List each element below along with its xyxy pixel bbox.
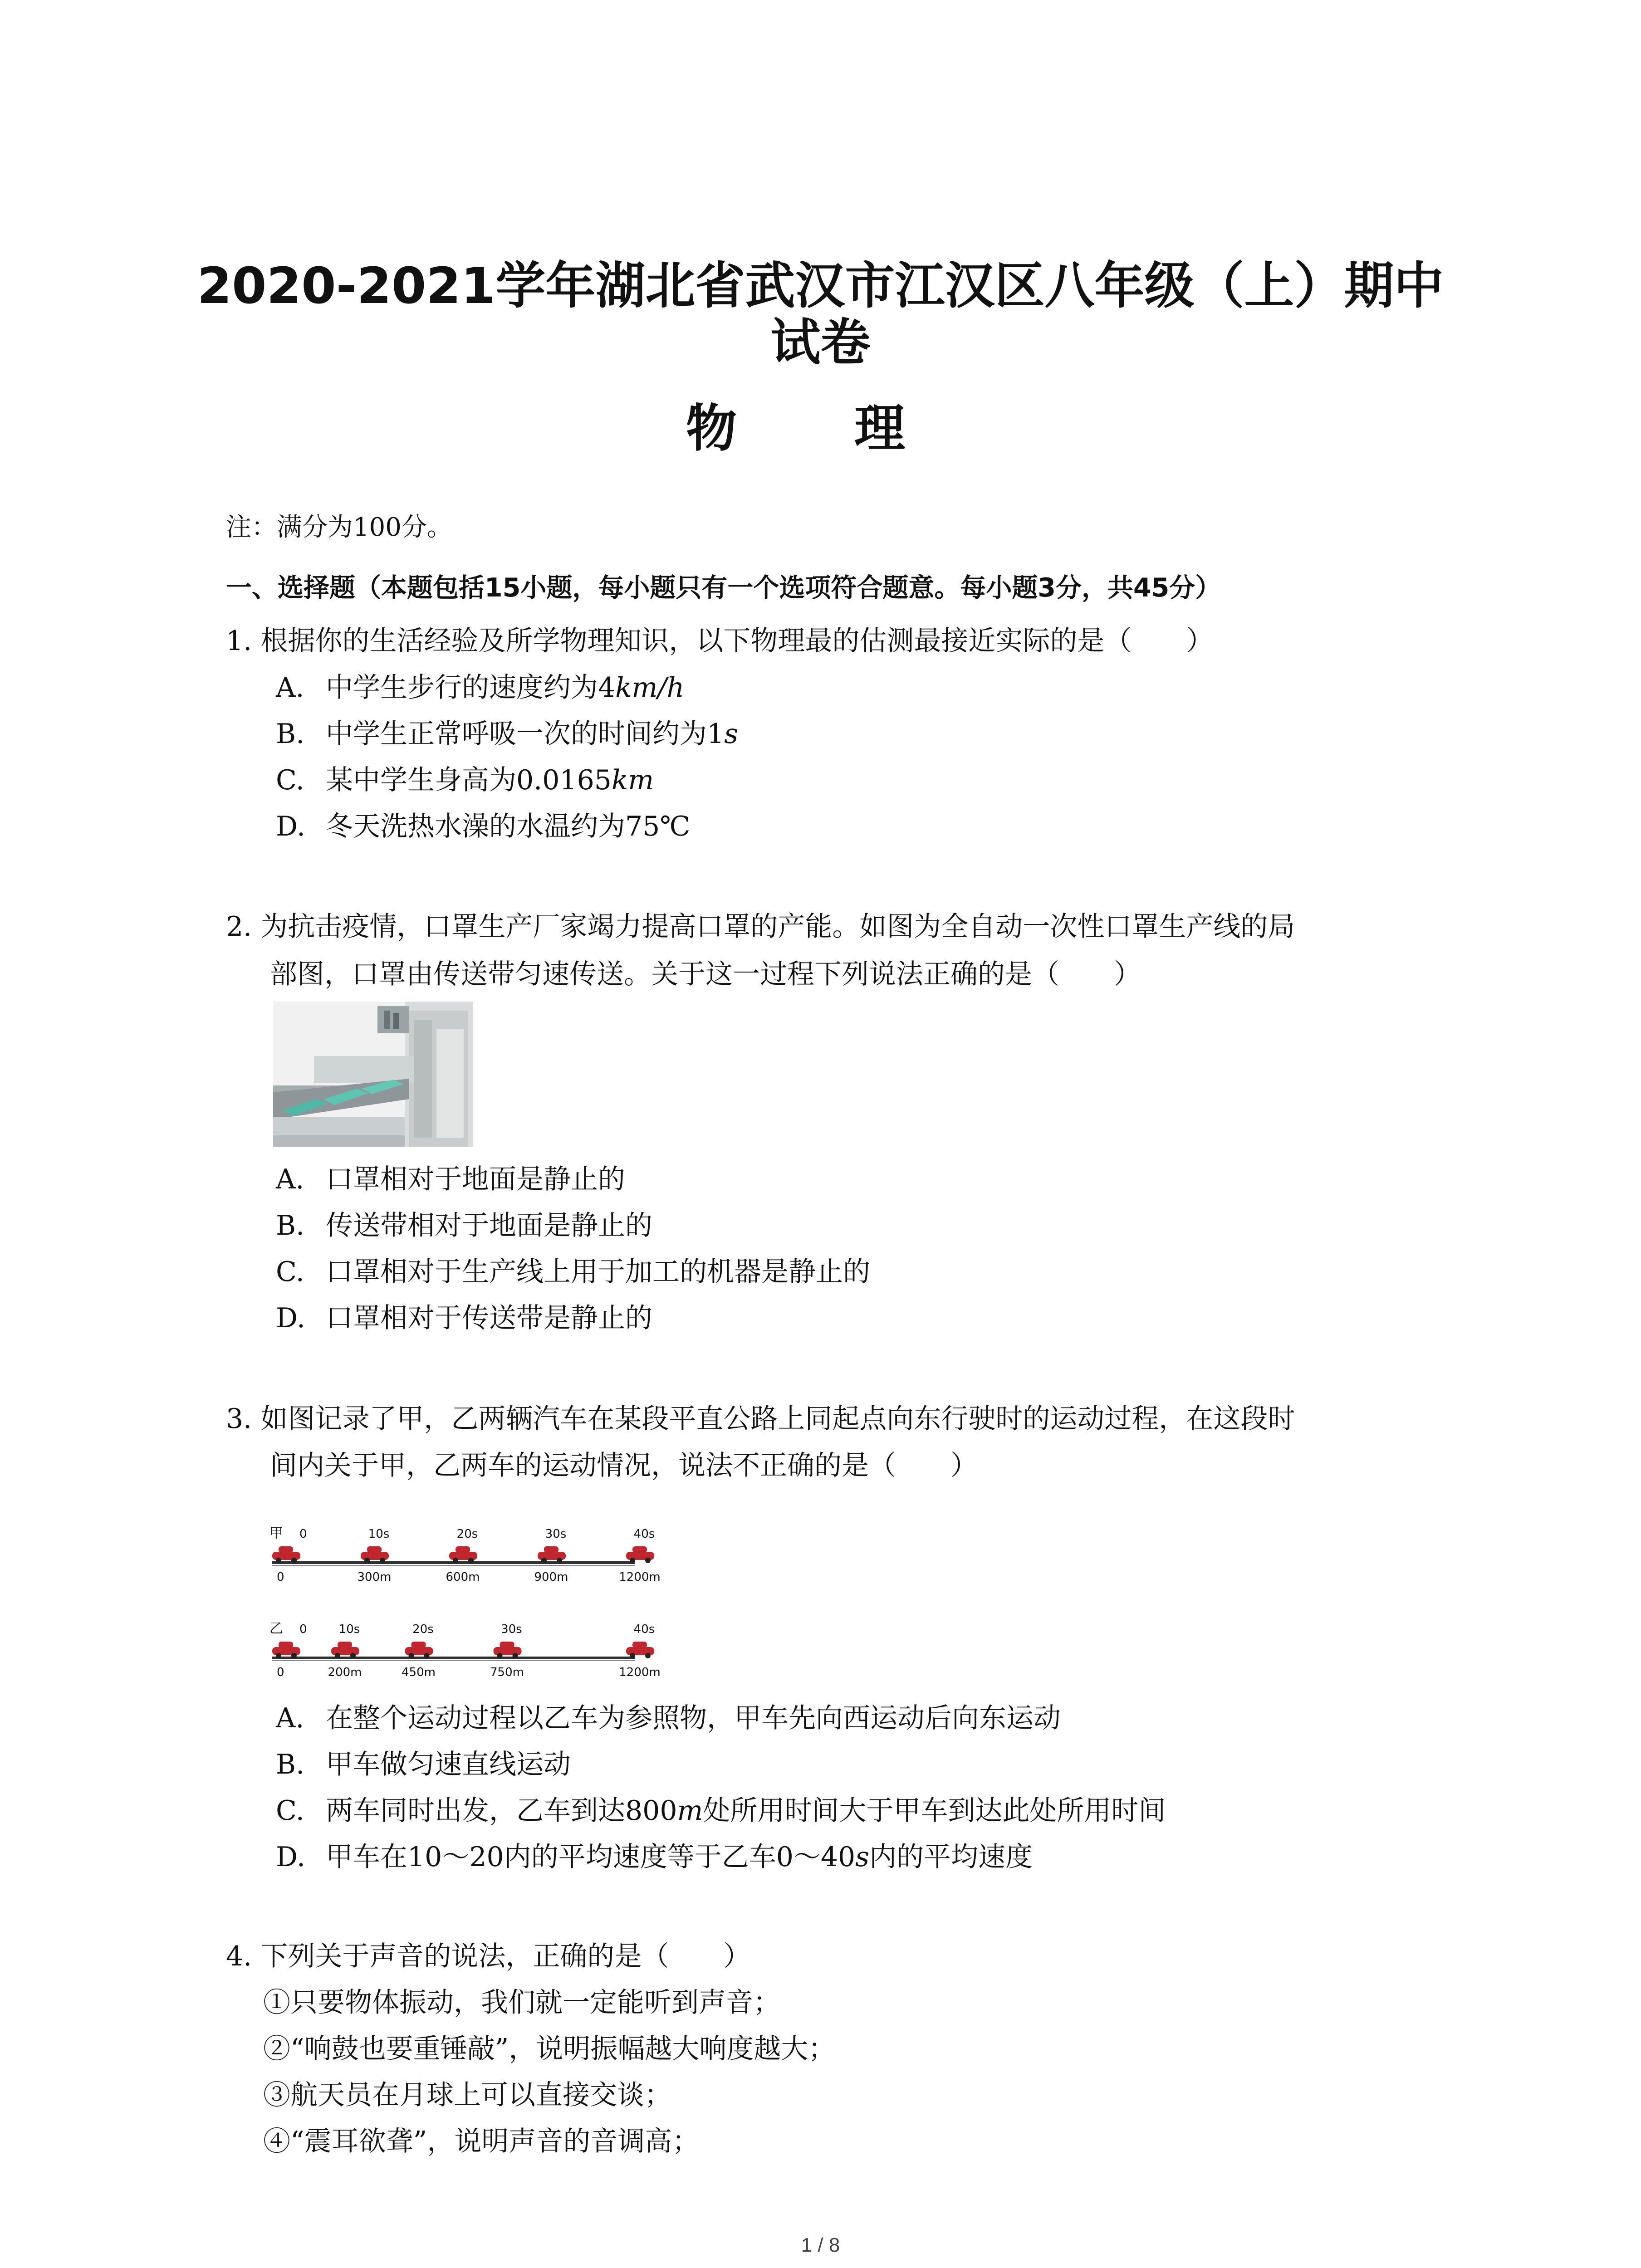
jia-distance-label: 1200m	[619, 1570, 661, 1584]
exam-title-line2: 试卷	[770, 313, 871, 371]
option-text: 某中学生身高为0.0165	[326, 764, 612, 796]
question-2-stem-line1: 2. 为抗击疫情，口罩生产厂家竭力提高口罩的产能。如图为全自动一次性口罩生产线的局	[226, 911, 1295, 943]
question-1-stem: 1. 根据你的生活经验及所学物理知识，以下物理最的估测最接近实际的是（ ）	[226, 625, 1214, 657]
option-text: 中学生步行的速度约为4	[326, 672, 616, 704]
option-label: D.	[276, 811, 306, 842]
jia-car	[361, 1546, 389, 1563]
yi-distance-label: 750m	[490, 1666, 524, 1679]
jia-car	[626, 1546, 654, 1563]
yi-distance-label: 200m	[328, 1666, 362, 1679]
jia-time-label: 30s	[545, 1527, 567, 1541]
option-text: 口罩相对于传送带是静止的	[326, 1302, 652, 1334]
q3-option-a	[276, 1696, 1061, 1735]
jia-car	[449, 1546, 477, 1563]
yi-car	[272, 1642, 300, 1658]
option-text: 甲车在10～20内的平均速度等于乙车0～40	[326, 1841, 856, 1873]
jia-car	[538, 1546, 566, 1563]
q2-option-a	[276, 1158, 625, 1197]
option-text: 甲车做匀速直线运动	[326, 1749, 571, 1780]
yi-time-label: 20s	[412, 1623, 434, 1636]
option-label: C.	[276, 764, 304, 796]
q2-option-c	[276, 1250, 870, 1289]
mask-production-line-photo	[273, 1002, 473, 1147]
option-label: A.	[276, 1163, 304, 1195]
q4-statement-1: ①只要物体振动，我们就一定能听到声音；	[263, 1987, 780, 2019]
option-label: A.	[276, 672, 304, 704]
jia-time-label: 0	[299, 1527, 307, 1541]
option-text: 口罩相对于生产线上用于加工的机器是静止的	[326, 1256, 870, 1288]
q4-statement-4: ④“震耳欲聋”，说明声音的音调高；	[263, 2126, 700, 2157]
jia-name-label: 甲	[269, 1525, 283, 1541]
yi-track	[269, 1621, 661, 1679]
score-note: 注：满分为100分。	[226, 513, 452, 542]
option-label: D.	[276, 1841, 306, 1873]
q1-option-a	[276, 666, 684, 705]
q1-option-c	[276, 758, 654, 797]
q4-statement-2: ②“响鼓也要重锤敲”，说明振幅越大响度越大；	[263, 2033, 836, 2065]
jia-distance-label: 600m	[446, 1570, 480, 1584]
option-label: B.	[276, 718, 305, 750]
option-text: 冬天洗热水澡的水温约为75℃	[326, 811, 691, 842]
q1-option-d	[276, 805, 690, 844]
question-2-stem-line2: 部图，口罩由传送带匀速传送。关于这一过程下列说法正确的是（ ）	[270, 958, 1141, 990]
option-unit: s	[855, 1841, 870, 1873]
option-label: B.	[276, 1210, 305, 1242]
option-label: A.	[276, 1702, 304, 1734]
q3-option-c	[276, 1789, 1166, 1828]
option-label: D.	[276, 1302, 306, 1334]
jia-time-label: 40s	[633, 1527, 655, 1541]
q3-option-b	[276, 1743, 571, 1782]
car-motion-diagram	[268, 1513, 661, 1694]
yi-car	[626, 1642, 654, 1658]
jia-distance-label: 900m	[534, 1570, 568, 1584]
yi-car	[494, 1642, 522, 1658]
jia-time-label: 20s	[456, 1527, 478, 1541]
option-text: 中学生正常呼吸一次的时间约为1	[326, 718, 725, 750]
yi-distance-label: 0	[277, 1666, 284, 1679]
option-text: 处所用时间大于甲车到达此处所用时间	[703, 1795, 1166, 1827]
option-unit: s	[724, 718, 738, 750]
exam-title-line1: 2020-2021学年湖北省武汉市江汉区八年级（上）期中	[197, 257, 1444, 315]
jia-distance-label: 300m	[357, 1570, 392, 1584]
question-3-stem-line2: 间内关于甲，乙两车的运动情况，说法不正确的是（ ）	[270, 1450, 978, 1481]
jia-time-label: 10s	[368, 1527, 390, 1541]
yi-car	[331, 1642, 359, 1658]
option-text: 传送带相对于地面是静止的	[326, 1210, 652, 1242]
jia-car	[272, 1546, 300, 1563]
option-label: C.	[276, 1795, 304, 1827]
yi-time-label: 10s	[338, 1623, 360, 1636]
q2-option-d	[276, 1296, 652, 1335]
yi-distance-label: 1200m	[619, 1666, 661, 1679]
option-label: B.	[276, 1749, 305, 1780]
q4-statement-3: ③航天员在月球上可以直接交谈；	[263, 2079, 671, 2111]
page-number: 1 / 8	[801, 2234, 840, 2256]
question-3-stem-line1: 3. 如图记录了甲，乙两辆汽车在某段平直公路上同起点向东行驶时的运动过程，在这段时	[226, 1403, 1295, 1435]
q3-option-d	[276, 1835, 1033, 1874]
yi-distance-label: 450m	[402, 1666, 436, 1679]
option-text: 两车同时出发，乙车到达800	[326, 1795, 677, 1827]
option-text: 口罩相对于地面是静止的	[326, 1163, 625, 1195]
q2-option-b	[276, 1204, 652, 1243]
option-label: C.	[276, 1256, 304, 1288]
option-unit: km	[611, 764, 654, 796]
yi-time-label: 0	[299, 1623, 307, 1636]
yi-name-label: 乙	[269, 1621, 283, 1637]
question-4-stem: 4. 下列关于声音的说法，正确的是（ ）	[226, 1941, 751, 1972]
jia-track	[269, 1525, 661, 1584]
option-unit: m	[677, 1795, 703, 1827]
section-heading: 一、选择题（本题包括15小题，每小题只有一个选项符合题意。每小题3分，共45分）	[226, 573, 1221, 603]
subject-title: 物 理	[686, 399, 955, 458]
option-unit: km/h	[615, 672, 685, 704]
yi-time-label: 30s	[501, 1623, 522, 1636]
yi-car	[405, 1642, 433, 1658]
q1-option-b	[276, 712, 738, 751]
jia-distance-label: 0	[277, 1570, 284, 1584]
option-text: 内的平均速度	[869, 1841, 1033, 1873]
yi-time-label: 40s	[633, 1623, 655, 1636]
option-text: 在整个运动过程以乙车为参照物，甲车先向西运动后向东运动	[326, 1702, 1061, 1734]
